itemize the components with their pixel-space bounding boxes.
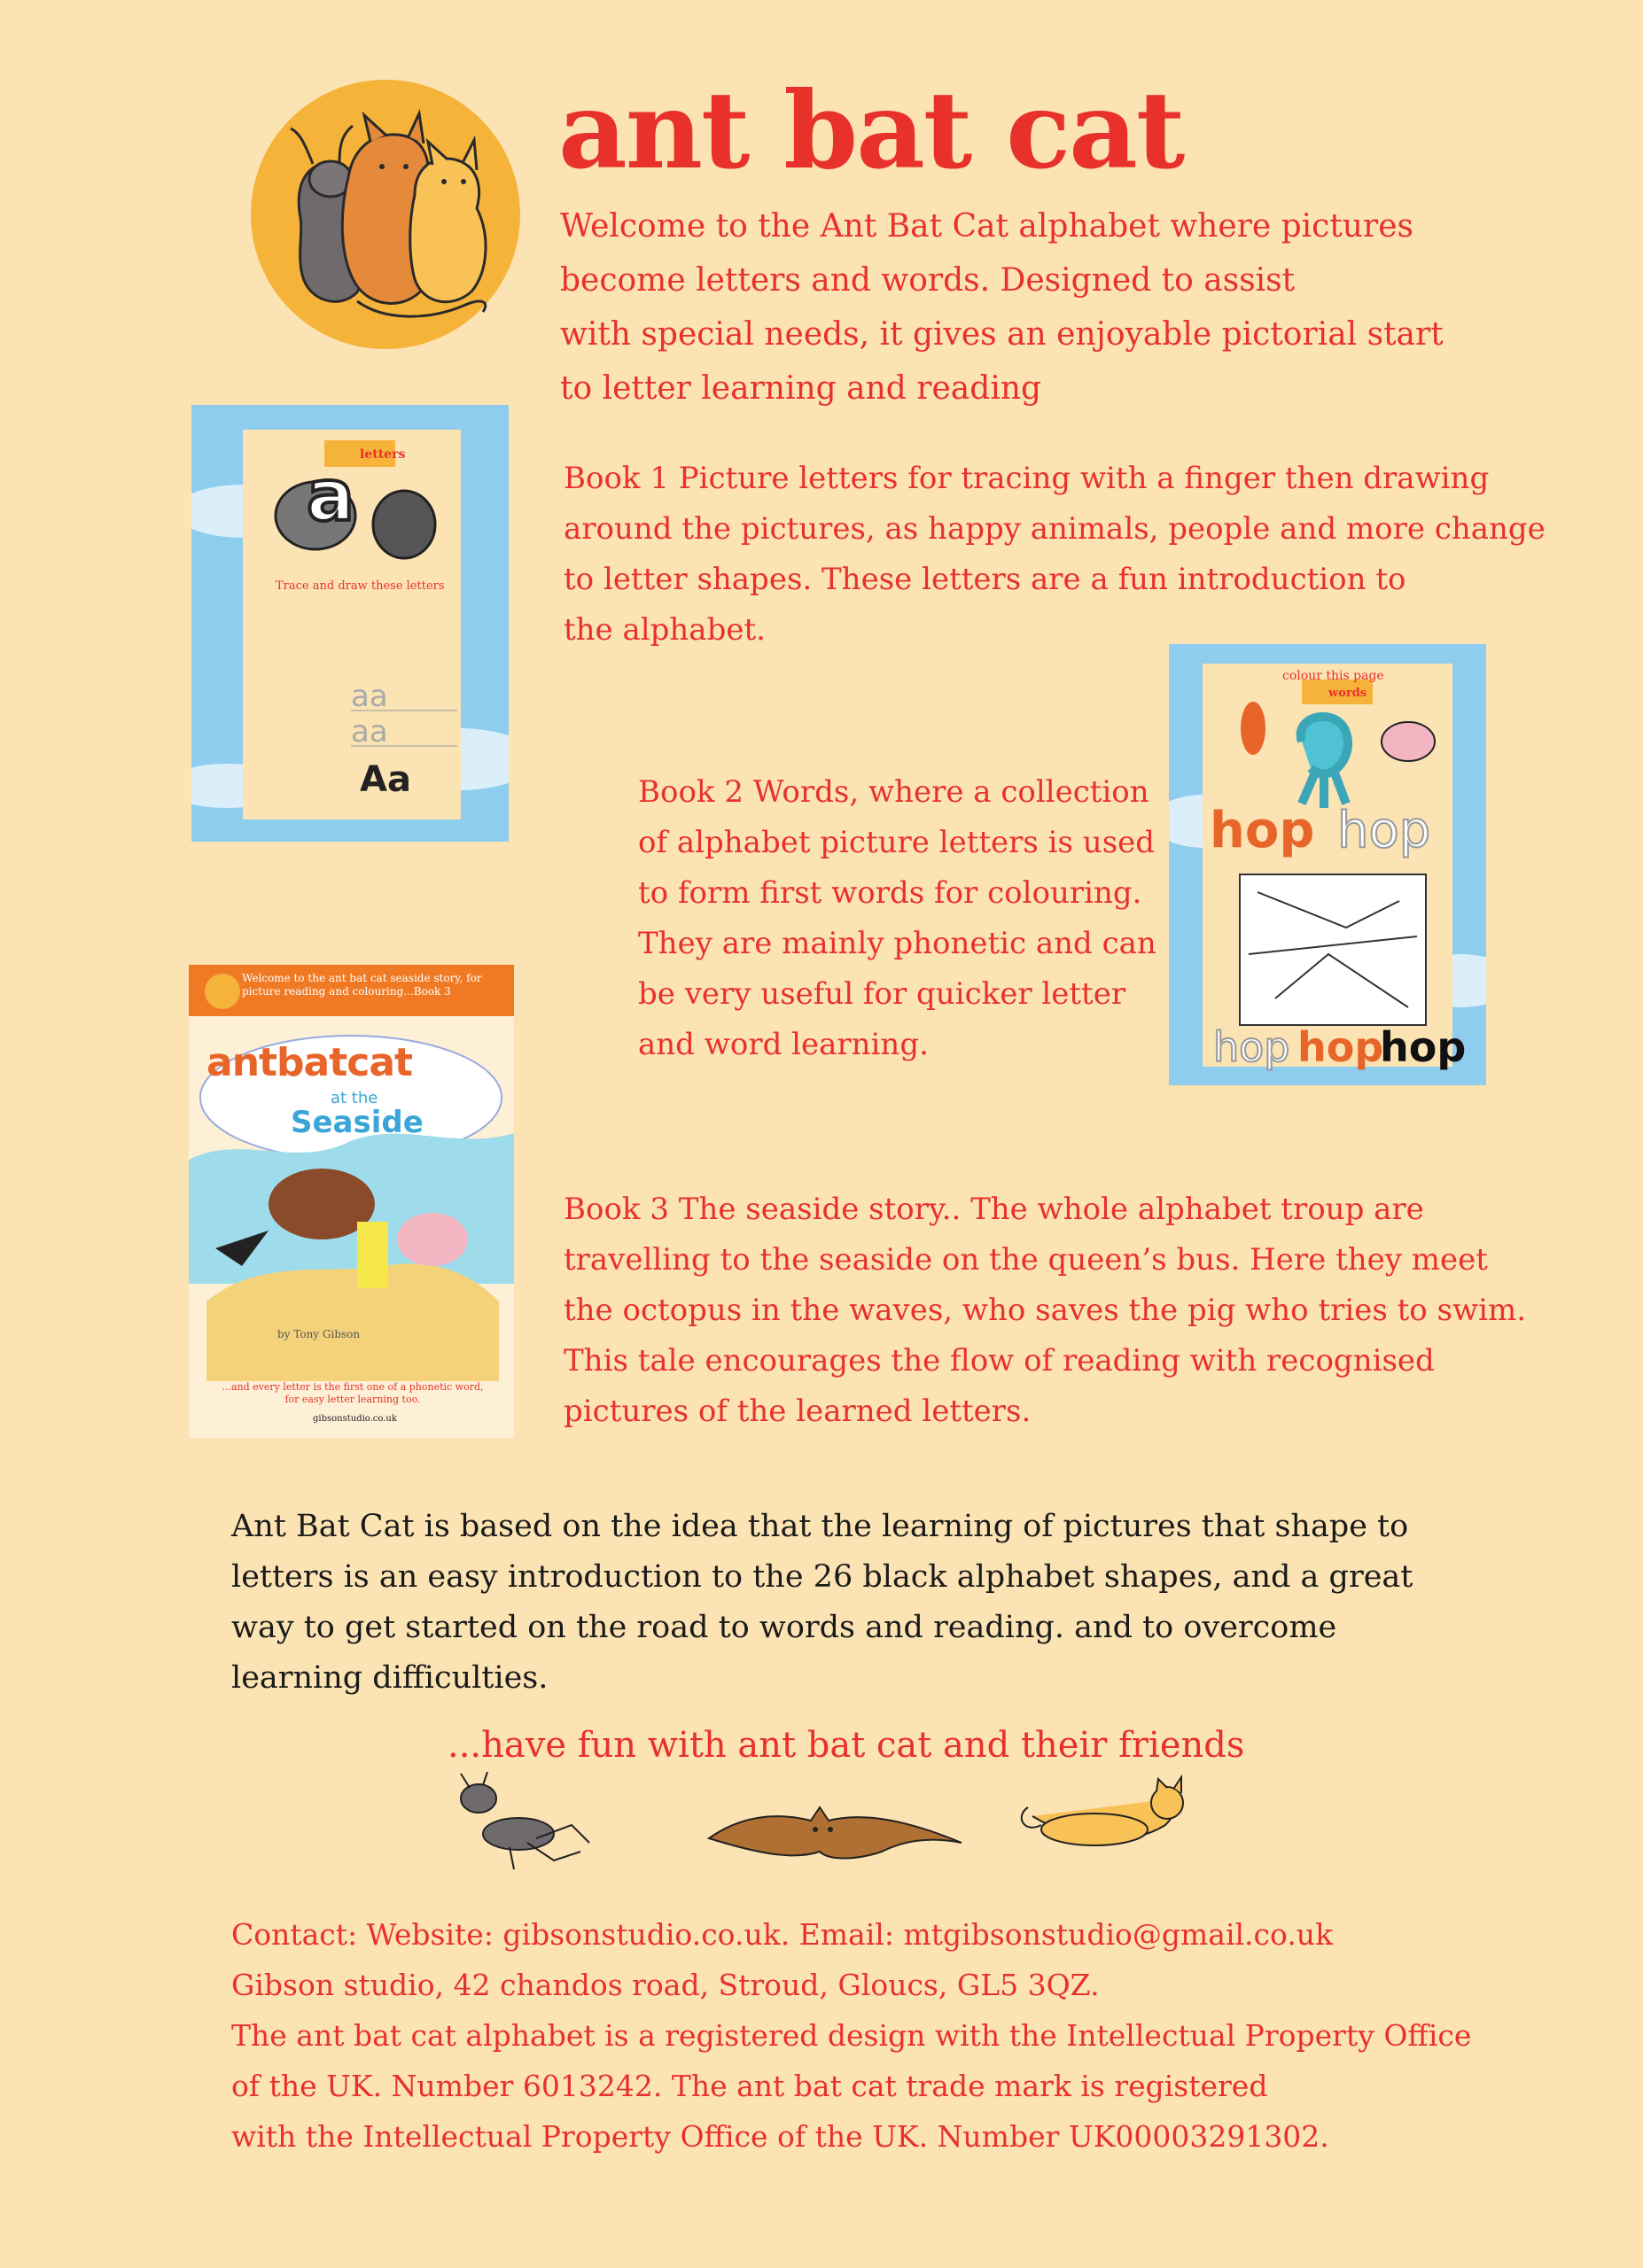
book1-cover-footer: Aa xyxy=(360,759,411,800)
about-text: Ant Bat Cat is based on the idea that the learning of pictures that shape to letters is an easy introduction to the 26 black alphabet shapes, and a great way to get started on the road to words and reading. and to overcome learning difficulties. xyxy=(231,1509,1413,1696)
book2-cover-image xyxy=(1169,644,1486,1085)
contact-info: Contact: Website: gibsonstudio.co.uk. Email: mtgibsonstudio@gmail.co.uk Gibson studio, 42 chandos road, Stroud, Gloucs, GL5 3QZ. The ant bat cat alphabet is a registered design with the Intellectual Property Office of the UK. Number 6013242. The ant bat cat trade mark is registered with the Intellectual Property Office of the UK. Number UK00003291302. xyxy=(231,1917,1472,2154)
ant-icon xyxy=(461,1772,589,1869)
book3-cover-seaside: Seaside xyxy=(291,1105,424,1140)
book3-cover-banner: Welcome to the ant bat cat seaside story, for picture reading and colouring...Book 3 xyxy=(242,972,482,998)
bat-icon xyxy=(709,1807,962,1859)
book3-cover-footer: ...and every letter is the first one of a phonetic word, for easy letter learning too. xyxy=(222,1381,484,1405)
book1-cover-big-letter: a xyxy=(307,454,354,537)
book2-cover-word-4: hop xyxy=(1297,1023,1384,1071)
book2-cover-badge: words xyxy=(1328,687,1367,700)
svg-text:aa: aa xyxy=(351,679,388,714)
book3-cover-at-the: at the xyxy=(331,1089,378,1107)
page-title: ant bat cat xyxy=(558,68,1184,193)
book2-cover-word-1: hop xyxy=(1210,802,1315,859)
book1-cover-badge: letters xyxy=(360,447,406,462)
tagline: ...have fun with ant bat cat and their friends xyxy=(448,1725,1245,1766)
book2-description: Book 2 Words, where a collection of alphabet picture letters is used to form first words for colouring. They are mainly phonetic and can be very useful for quicker letter and word learning. xyxy=(638,774,1156,1062)
logo-ant-bat-cat xyxy=(251,80,520,349)
ant-bat-cat-illustration xyxy=(439,1772,1236,1878)
book2-cover-word-2: hop xyxy=(1337,802,1431,859)
book1-cover-caption: Trace and draw these letters xyxy=(276,579,445,593)
book3-cover-image xyxy=(189,965,514,1438)
book1-cover-image xyxy=(191,405,509,842)
book3-cover-author: by Tony Gibson xyxy=(277,1328,361,1340)
book2-cover-word-5: hop xyxy=(1380,1023,1467,1071)
book2-cover-word-3: hop xyxy=(1213,1023,1290,1071)
cat-icon xyxy=(1022,1777,1183,1845)
book2-cover-caption: colour this page xyxy=(1282,669,1384,683)
book3-cover-title: antbatcat xyxy=(206,1040,413,1085)
book3-description: Book 3 The seaside story.. The whole alphabet troup are travelling to the seaside on the queen’s bus. Here they meet the octopus in the waves, who saves the pig who tries to swim. This tale encourages the flow of reading with recognised pictures of the learned letters. xyxy=(564,1192,1527,1429)
book3-cover-site: gibsonstudio.co.uk xyxy=(313,1414,397,1424)
intro-text: Welcome to the Ant Bat Cat alphabet where pictures become letters and words. Designed to assist with special needs, it gives an enjoyable pictorial start to letter learning and reading xyxy=(560,208,1444,407)
book1-description: Book 1 Picture letters for tracing with a finger then drawing around the pictures, as happy animals, people and more change to letter shapes. These letters are a fun introduction to the alphabet. xyxy=(564,461,1546,648)
svg-text:aa: aa xyxy=(351,714,388,750)
